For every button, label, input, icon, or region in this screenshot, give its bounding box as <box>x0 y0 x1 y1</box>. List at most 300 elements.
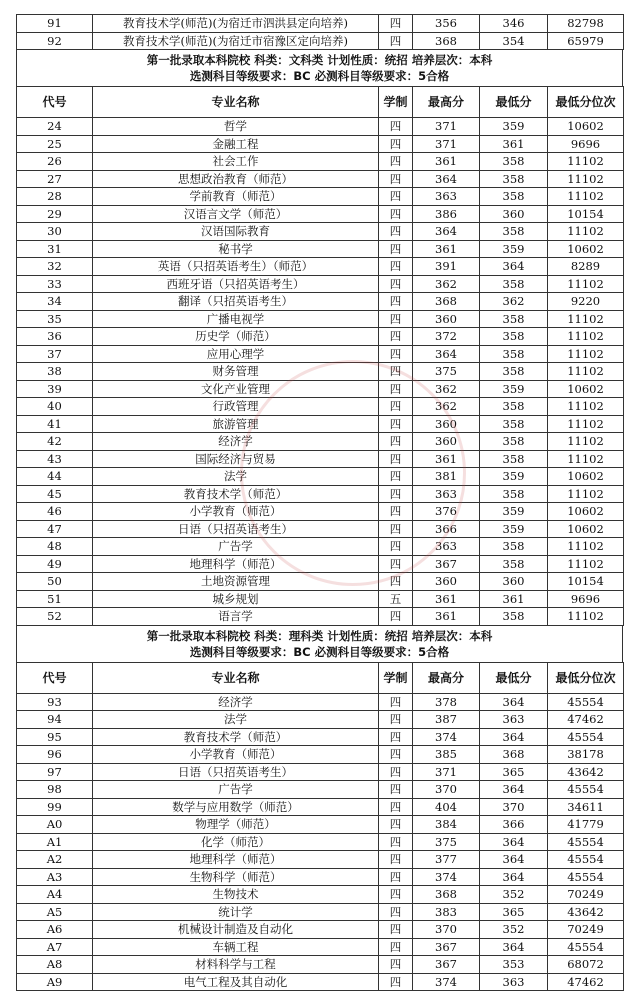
cell-min: 358 <box>480 223 548 241</box>
cell-max: 368 <box>413 293 480 311</box>
cell-code: 99 <box>17 798 93 816</box>
cell-name: 广播电视学 <box>93 310 379 328</box>
cell-name: 地理科学（师范） <box>93 555 379 573</box>
table-row <box>17 468 624 486</box>
cell-max: 361 <box>413 608 480 626</box>
cell-code: A0 <box>17 816 93 834</box>
cell-min: 358 <box>480 433 548 451</box>
header-max: 最高分 <box>413 87 480 118</box>
cell-years: 四 <box>379 555 413 573</box>
cell-years: 四 <box>379 573 413 591</box>
cell-years: 四 <box>379 763 413 781</box>
cell-rank: 11102 <box>548 188 624 206</box>
cell-max: 361 <box>413 590 480 608</box>
cell-years: 四 <box>379 275 413 293</box>
cell-years: 四 <box>379 415 413 433</box>
table-row <box>17 345 624 363</box>
cell-years: 四 <box>379 833 413 851</box>
table-row <box>17 903 624 921</box>
cell-min: 358 <box>480 310 548 328</box>
cell-min: 368 <box>480 746 548 764</box>
cell-min: 359 <box>480 468 548 486</box>
cell-min: 364 <box>480 781 548 799</box>
cell-name: 机械设计制造及自动化 <box>93 921 379 939</box>
cell-years: 四 <box>379 921 413 939</box>
cell-code: 96 <box>17 746 93 764</box>
table-row <box>17 573 624 591</box>
cell-code: 94 <box>17 711 93 729</box>
cell-code: A8 <box>17 956 93 974</box>
cell-code: 42 <box>17 433 93 451</box>
cell-rank: 10602 <box>548 240 624 258</box>
cell-rank: 11102 <box>548 398 624 416</box>
cell-max: 361 <box>413 153 480 171</box>
cell-max: 363 <box>413 188 480 206</box>
cell-rank: 11102 <box>548 415 624 433</box>
table-row <box>17 15 624 33</box>
cell-max: 371 <box>413 118 480 136</box>
cell-name: 汉语言文学（师范） <box>93 205 379 223</box>
cell-max: 363 <box>413 538 480 556</box>
cell-min: 366 <box>480 816 548 834</box>
table-row <box>17 555 624 573</box>
cell-min: 359 <box>480 380 548 398</box>
cell-name: 西班牙语（只招英语考生） <box>93 275 379 293</box>
cell-years: 四 <box>379 798 413 816</box>
header-name: 专业名称 <box>93 87 379 118</box>
cell-name: 财务管理 <box>93 363 379 381</box>
table-row <box>17 170 624 188</box>
cell-min: 362 <box>480 293 548 311</box>
cell-rank: 11102 <box>548 153 624 171</box>
cell-years: 四 <box>379 398 413 416</box>
cell-name: 学前教育（师范） <box>93 188 379 206</box>
cell-max: 378 <box>413 693 480 711</box>
cell-name: 思想政治教育（师范） <box>93 170 379 188</box>
cell-name: 英语（只招英语考生）（师范） <box>93 258 379 276</box>
cell-years: 四 <box>379 711 413 729</box>
cell-code: 29 <box>17 205 93 223</box>
cell-name: 社会工作 <box>93 153 379 171</box>
cell-max: 404 <box>413 798 480 816</box>
cell-max: 368 <box>413 886 480 904</box>
cell-years: 四 <box>379 153 413 171</box>
cell-rank: 10154 <box>548 205 624 223</box>
cell-years: 四 <box>379 433 413 451</box>
cell-rank: 11102 <box>548 275 624 293</box>
cell-rank: 43642 <box>548 763 624 781</box>
cell-max: 361 <box>413 240 480 258</box>
table-row <box>17 921 624 939</box>
cell-name: 广告学 <box>93 538 379 556</box>
cell-years: 四 <box>379 886 413 904</box>
cell-years: 五 <box>379 590 413 608</box>
cell-min: 358 <box>480 538 548 556</box>
cell-min: 364 <box>480 258 548 276</box>
cell-max: 363 <box>413 485 480 503</box>
cell-min: 364 <box>480 693 548 711</box>
table-row <box>17 32 624 50</box>
cell-rank: 34611 <box>548 798 624 816</box>
cell-years: 四 <box>379 240 413 258</box>
cell-code: 45 <box>17 485 93 503</box>
header-years: 学制 <box>379 87 413 118</box>
cell-years: 四 <box>379 503 413 521</box>
cell-code: A4 <box>17 886 93 904</box>
cell-name: 统计学 <box>93 903 379 921</box>
cell-min: 358 <box>480 328 548 346</box>
table-header-row <box>17 662 624 693</box>
cell-code: 92 <box>17 32 93 50</box>
table-header-row <box>17 87 624 118</box>
cell-code: 27 <box>17 170 93 188</box>
cell-min: 361 <box>480 590 548 608</box>
cell-code: 47 <box>17 520 93 538</box>
cell-min: 361 <box>480 135 548 153</box>
cell-code: 28 <box>17 188 93 206</box>
table-row <box>17 135 624 153</box>
cell-code: 98 <box>17 781 93 799</box>
cell-rank: 45554 <box>548 781 624 799</box>
cell-max: 368 <box>413 32 480 50</box>
cell-max: 386 <box>413 205 480 223</box>
cell-rank: 45554 <box>548 938 624 956</box>
cell-code: 43 <box>17 450 93 468</box>
cell-code: A9 <box>17 973 93 991</box>
section-line-1: 第一批录取本科院校 科类：文科类 计划性质：统招 培养层次：本科 <box>17 52 622 68</box>
cell-code: 39 <box>17 380 93 398</box>
cell-rank: 11102 <box>548 433 624 451</box>
cell-rank: 11102 <box>548 310 624 328</box>
cell-min: 346 <box>480 15 548 33</box>
cell-name: 秘书学 <box>93 240 379 258</box>
cell-name: 经济学 <box>93 693 379 711</box>
cell-max: 370 <box>413 781 480 799</box>
table-row <box>17 520 624 538</box>
cell-rank: 45554 <box>548 868 624 886</box>
cell-rank: 45554 <box>548 833 624 851</box>
cell-rank: 11102 <box>548 450 624 468</box>
cell-name: 物理学（师范） <box>93 816 379 834</box>
cell-min: 352 <box>480 921 548 939</box>
section-line-2: 选测科目等级要求：BC 必测科目等级要求：5合格 <box>17 644 622 660</box>
cell-code: A2 <box>17 851 93 869</box>
cell-max: 360 <box>413 433 480 451</box>
cell-max: 376 <box>413 503 480 521</box>
cell-min: 358 <box>480 398 548 416</box>
cell-name: 广告学 <box>93 781 379 799</box>
liberal-arts-table <box>16 86 624 626</box>
cell-max: 370 <box>413 921 480 939</box>
table-row <box>17 711 624 729</box>
table-row <box>17 433 624 451</box>
section-line-2: 选测科目等级要求：BC 必测科目等级要求：5合格 <box>17 68 622 84</box>
cell-rank: 82798 <box>548 15 624 33</box>
cell-years: 四 <box>379 310 413 328</box>
cell-years: 四 <box>379 170 413 188</box>
cell-min: 352 <box>480 886 548 904</box>
cell-rank: 10602 <box>548 118 624 136</box>
cell-name: 教育技术学（师范） <box>93 485 379 503</box>
table-row <box>17 118 624 136</box>
cell-years: 四 <box>379 363 413 381</box>
cell-years: 四 <box>379 938 413 956</box>
cell-min: 358 <box>480 153 548 171</box>
table-row <box>17 485 624 503</box>
cell-name: 电气工程及其自动化 <box>93 973 379 991</box>
cell-rank: 65979 <box>548 32 624 50</box>
cell-name: 国际经济与贸易 <box>93 450 379 468</box>
cell-rank: 11102 <box>548 555 624 573</box>
table-row <box>17 693 624 711</box>
table-row <box>17 258 624 276</box>
cell-min: 353 <box>480 956 548 974</box>
cell-name: 生物科学（师范） <box>93 868 379 886</box>
cell-rank: 41779 <box>548 816 624 834</box>
cell-min: 365 <box>480 763 548 781</box>
cell-max: 375 <box>413 363 480 381</box>
cell-max: 362 <box>413 398 480 416</box>
cell-years: 四 <box>379 903 413 921</box>
table-row <box>17 328 624 346</box>
table-row <box>17 310 624 328</box>
cell-code: 41 <box>17 415 93 433</box>
table-row <box>17 240 624 258</box>
cell-min: 358 <box>480 555 548 573</box>
cell-min: 359 <box>480 503 548 521</box>
cell-name: 日语（只招英语考生） <box>93 520 379 538</box>
cell-name: 行政管理 <box>93 398 379 416</box>
cell-max: 391 <box>413 258 480 276</box>
cell-years: 四 <box>379 851 413 869</box>
cell-name: 旅游管理 <box>93 415 379 433</box>
cell-max: 377 <box>413 851 480 869</box>
table-row <box>17 363 624 381</box>
cell-years: 四 <box>379 205 413 223</box>
cell-rank: 11102 <box>548 328 624 346</box>
cell-rank: 10154 <box>548 573 624 591</box>
cell-min: 358 <box>480 608 548 626</box>
cell-max: 362 <box>413 275 480 293</box>
header-rank: 最低分位次 <box>548 662 624 693</box>
cell-rank: 38178 <box>548 746 624 764</box>
table-row <box>17 781 624 799</box>
cell-rank: 10602 <box>548 380 624 398</box>
cell-max: 364 <box>413 223 480 241</box>
cell-max: 374 <box>413 868 480 886</box>
table-row <box>17 590 624 608</box>
cell-rank: 9696 <box>548 590 624 608</box>
cell-years: 四 <box>379 223 413 241</box>
cell-name: 小学教育（师范） <box>93 746 379 764</box>
cell-max: 360 <box>413 310 480 328</box>
cell-rank: 10602 <box>548 468 624 486</box>
header-years: 学制 <box>379 662 413 693</box>
cell-code: 52 <box>17 608 93 626</box>
cell-max: 364 <box>413 170 480 188</box>
cell-min: 359 <box>480 240 548 258</box>
table-row <box>17 538 624 556</box>
cell-name: 化学（师范） <box>93 833 379 851</box>
cell-max: 361 <box>413 450 480 468</box>
cell-min: 364 <box>480 728 548 746</box>
cell-years: 四 <box>379 520 413 538</box>
header-name: 专业名称 <box>93 662 379 693</box>
header-rank: 最低分位次 <box>548 87 624 118</box>
cell-min: 354 <box>480 32 548 50</box>
cell-years: 四 <box>379 258 413 276</box>
cell-name: 日语（只招英语考生） <box>93 763 379 781</box>
cell-max: 383 <box>413 903 480 921</box>
section-header-science <box>16 626 623 662</box>
cell-min: 359 <box>480 520 548 538</box>
cell-code: A7 <box>17 938 93 956</box>
cell-code: 37 <box>17 345 93 363</box>
cell-years: 四 <box>379 973 413 991</box>
cell-rank: 45554 <box>548 851 624 869</box>
cell-years: 四 <box>379 816 413 834</box>
cell-max: 374 <box>413 973 480 991</box>
cell-min: 358 <box>480 363 548 381</box>
cell-name: 历史学（师范） <box>93 328 379 346</box>
cell-code: 26 <box>17 153 93 171</box>
cell-name: 生物技术 <box>93 886 379 904</box>
cell-rank: 9696 <box>548 135 624 153</box>
cell-name: 材料科学与工程 <box>93 956 379 974</box>
cell-max: 360 <box>413 415 480 433</box>
cell-code: 93 <box>17 693 93 711</box>
cell-min: 358 <box>480 485 548 503</box>
cell-name: 土地资源管理 <box>93 573 379 591</box>
cell-min: 363 <box>480 973 548 991</box>
cell-years: 四 <box>379 746 413 764</box>
cell-max: 360 <box>413 573 480 591</box>
cell-rank: 45554 <box>548 693 624 711</box>
cell-min: 363 <box>480 711 548 729</box>
table-row <box>17 205 624 223</box>
cell-name: 语言学 <box>93 608 379 626</box>
table-row <box>17 275 624 293</box>
table-row <box>17 746 624 764</box>
cell-min: 364 <box>480 868 548 886</box>
cell-code: 48 <box>17 538 93 556</box>
cell-years: 四 <box>379 781 413 799</box>
table-row <box>17 816 624 834</box>
table-row <box>17 973 624 991</box>
cell-name: 法学 <box>93 468 379 486</box>
cell-code: 36 <box>17 328 93 346</box>
cell-max: 367 <box>413 555 480 573</box>
cell-code: 97 <box>17 763 93 781</box>
cell-max: 364 <box>413 345 480 363</box>
cell-name: 小学教育（师范） <box>93 503 379 521</box>
header-code: 代号 <box>17 662 93 693</box>
cell-max: 384 <box>413 816 480 834</box>
cell-code: A1 <box>17 833 93 851</box>
cell-max: 374 <box>413 728 480 746</box>
table-row <box>17 188 624 206</box>
cell-years: 四 <box>379 32 413 50</box>
cell-name: 文化产业管理 <box>93 380 379 398</box>
cell-code: 34 <box>17 293 93 311</box>
cell-code: 35 <box>17 310 93 328</box>
cell-max: 362 <box>413 380 480 398</box>
cell-rank: 11102 <box>548 485 624 503</box>
cell-code: 33 <box>17 275 93 293</box>
table-row <box>17 868 624 886</box>
cell-name: 翻译（只招英语考生） <box>93 293 379 311</box>
cell-code: 49 <box>17 555 93 573</box>
admission-score-document <box>16 14 623 991</box>
cell-code: 32 <box>17 258 93 276</box>
table-row <box>17 851 624 869</box>
cell-rank: 10602 <box>548 520 624 538</box>
cell-name: 数学与应用数学（师范） <box>93 798 379 816</box>
header-max: 最高分 <box>413 662 480 693</box>
cell-years: 四 <box>379 188 413 206</box>
cell-years: 四 <box>379 118 413 136</box>
cell-years: 四 <box>379 538 413 556</box>
cell-code: 46 <box>17 503 93 521</box>
cell-rank: 8289 <box>548 258 624 276</box>
cell-code: 95 <box>17 728 93 746</box>
cell-code: 91 <box>17 15 93 33</box>
cell-rank: 47462 <box>548 711 624 729</box>
table-row <box>17 938 624 956</box>
cell-min: 370 <box>480 798 548 816</box>
cell-max: 385 <box>413 746 480 764</box>
cell-code: A3 <box>17 868 93 886</box>
cell-max: 371 <box>413 135 480 153</box>
table-row <box>17 293 624 311</box>
science-table <box>16 662 624 991</box>
table-row <box>17 608 624 626</box>
header-code: 代号 <box>17 87 93 118</box>
cell-min: 358 <box>480 345 548 363</box>
cell-min: 359 <box>480 118 548 136</box>
cell-years: 四 <box>379 956 413 974</box>
cell-min: 360 <box>480 573 548 591</box>
cell-min: 360 <box>480 205 548 223</box>
cell-code: 25 <box>17 135 93 153</box>
table-row <box>17 763 624 781</box>
cell-name: 教育技术学（师范） <box>93 728 379 746</box>
cell-min: 365 <box>480 903 548 921</box>
cell-years: 四 <box>379 15 413 33</box>
table-row <box>17 833 624 851</box>
cell-name: 车辆工程 <box>93 938 379 956</box>
cell-years: 四 <box>379 485 413 503</box>
cell-name: 应用心理学 <box>93 345 379 363</box>
table-row <box>17 153 624 171</box>
cell-code: 30 <box>17 223 93 241</box>
cell-code: 24 <box>17 118 93 136</box>
cell-min: 358 <box>480 450 548 468</box>
cell-years: 四 <box>379 728 413 746</box>
cell-rank: 11102 <box>548 538 624 556</box>
top-continuation-table <box>16 14 624 50</box>
cell-rank: 45554 <box>548 728 624 746</box>
cell-max: 381 <box>413 468 480 486</box>
table-row <box>17 415 624 433</box>
table-row <box>17 728 624 746</box>
cell-min: 364 <box>480 833 548 851</box>
cell-years: 四 <box>379 868 413 886</box>
table-row <box>17 798 624 816</box>
cell-min: 358 <box>480 188 548 206</box>
cell-name: 哲学 <box>93 118 379 136</box>
cell-min: 358 <box>480 415 548 433</box>
